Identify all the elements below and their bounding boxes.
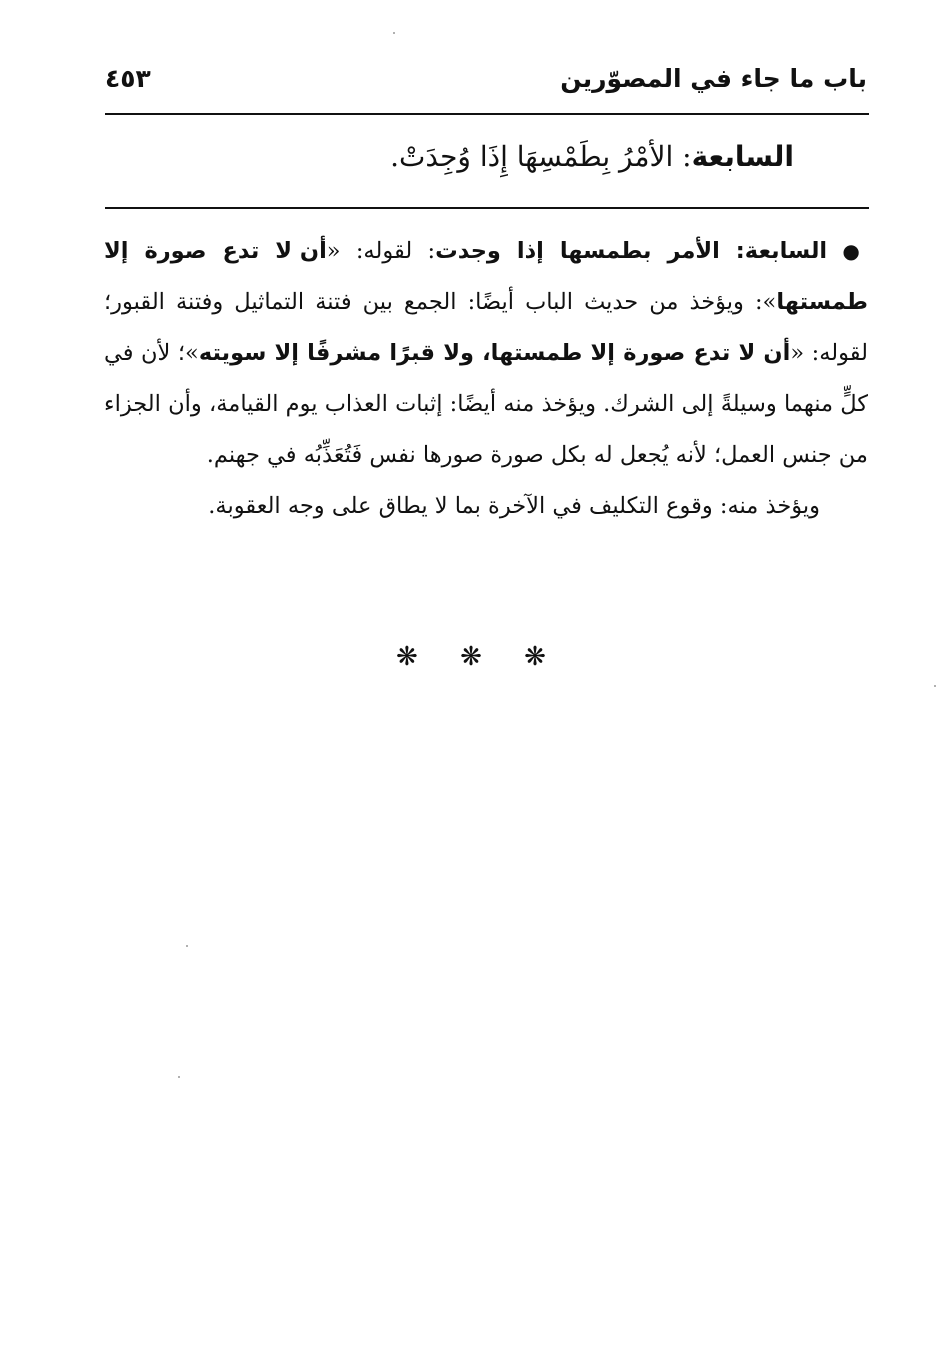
matn-text: : الأمْرُ بِطَمْسِهَا إِذَا وُجِدَتْ. (390, 140, 692, 173)
bullet-icon: ● (842, 239, 868, 263)
commentary-segment: : لقوله: « (326, 238, 436, 264)
scan-speck (934, 685, 936, 687)
matn-lead: السابعة (691, 140, 794, 173)
scan-speck (393, 32, 395, 34)
chapter-title: باب ما جاء في المصوّرين (560, 64, 867, 93)
section-separator (0, 642, 942, 672)
commentary-segment: أن لا تدع صورة إلا طمستها (104, 238, 868, 315)
asterism-icon: ❋ (396, 642, 418, 672)
page-number: ٤٥٣ (105, 64, 151, 93)
commentary-paragraph-2: ويؤخذ منه: وقوع التكليف في الآخرة بما لا يطاق على وجه العقوبة. (208, 493, 820, 519)
commentary-segment: السابعة: الأمر بطمسها إذا وجدت (435, 238, 828, 264)
scan-speck (178, 1076, 180, 1078)
commentary (104, 226, 868, 532)
commentary-paragraph-1 (104, 226, 868, 481)
asterism-icon: ❋ (524, 642, 546, 672)
header-rule (105, 113, 869, 115)
commentary-segment: أن لا تدع صورة إلا طمستها، ولا قبرًا مشرفًا إلا سويته (198, 340, 791, 366)
matn-line (390, 140, 794, 173)
commentary-segment: »: ويؤخذ من حديث الباب أيضًا: الجمع بين فتنة التماثيل وفتنة القبور؛ لقوله: « (104, 289, 868, 366)
scan-speck (186, 945, 188, 947)
page-header (105, 64, 867, 104)
commentary-segment: »؛ لأن في كلٍّ منهما وسيلةً إلى الشرك. ويؤخذ منه أيضًا: إثبات العذاب يوم القيامة، وأن الجزاء من جنس العمل؛ لأنه يُجعل له بكل صورة صورها نفس فَتُعَذِّبُه في جهنم. (104, 340, 868, 468)
matn-rule (105, 207, 869, 209)
asterism-icon: ❋ (460, 642, 482, 672)
